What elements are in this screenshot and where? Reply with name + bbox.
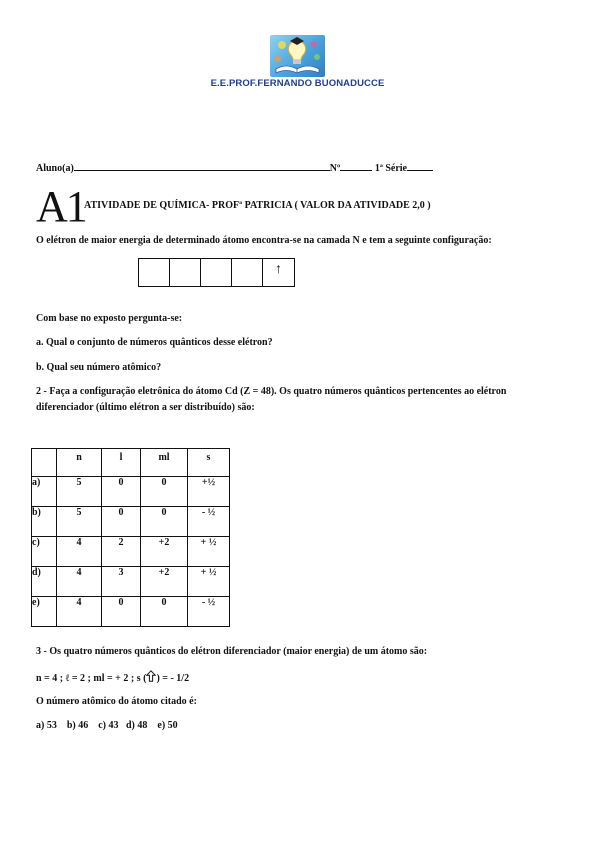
table-row	[32, 537, 230, 567]
question1-item-b: b. Qual seu número atômico?	[36, 362, 162, 373]
table-cell: 0	[102, 597, 141, 627]
table-cell: 0	[102, 507, 141, 537]
table-cell: 4	[57, 567, 102, 597]
student-name-label: Aluno(a)	[36, 163, 74, 174]
table-row	[32, 567, 230, 597]
question3-values-before: n = 4 ; ℓ = 2 ; ml = + 2 ; s (	[36, 673, 147, 684]
question3-question: O número atômico do átomo citado é:	[36, 696, 197, 707]
option-label: d)	[32, 567, 57, 597]
orbital-box-arrow: ↑	[275, 262, 282, 277]
table-cell: 4	[57, 537, 102, 567]
table-cell: - ½	[188, 597, 230, 627]
question1-item-a: a. Qual o conjunto de números quânticos desse elétron?	[36, 337, 273, 348]
table-header-cell	[32, 449, 57, 477]
question3-values-after: ) = - 1/2	[156, 673, 190, 684]
table-cell: 0	[141, 477, 188, 507]
orbital-boxes	[138, 258, 295, 287]
student-name-field[interactable]	[74, 161, 330, 171]
orbital-box	[139, 259, 170, 286]
table-header-cell: s	[188, 449, 230, 477]
quantum-numbers-table	[31, 448, 230, 627]
option-label: c)	[32, 537, 57, 567]
option-label: b)	[32, 507, 57, 537]
activity-code: A1	[36, 182, 86, 231]
grade-label: 1ª Série	[374, 163, 407, 174]
orbital-box	[232, 259, 263, 286]
school-name: E.E.PROF.FERNANDO BUONADUCCE	[210, 78, 385, 89]
question3-statement: 3 - Os quatro números quânticos do elétron diferenciador (maior energia) de um átomo são:	[36, 646, 428, 657]
number-label: Nº	[329, 163, 341, 174]
table-cell: +2	[141, 567, 188, 597]
student-info-line	[36, 161, 433, 174]
table-header-cell: n	[57, 449, 102, 477]
question2-statement-line2: diferenciador (último elétron a ser distribuído) são:	[36, 402, 255, 413]
orbital-box	[201, 259, 232, 286]
table-header-row	[32, 449, 230, 477]
table-cell: - ½	[188, 507, 230, 537]
table-header-cell: l	[102, 449, 141, 477]
activity-title: ATIVIDADE DE QUÍMICA- PROFª PATRICIA ( VALOR DA ATIVIDADE 2,0 )	[84, 200, 431, 211]
table-cell: 0	[141, 507, 188, 537]
table-cell: 0	[102, 477, 141, 507]
school-logo-icon	[270, 35, 325, 77]
table-header-cell: ml	[141, 449, 188, 477]
option-label: e)	[32, 597, 57, 627]
table-cell: + ½	[188, 537, 230, 567]
table-cell: 5	[57, 477, 102, 507]
question2-statement-line1: 2 - Faça a configuração eletrônica do átomo Cd (Z = 48). Os quatro números quânticos pertencentes ao elétron	[36, 386, 507, 397]
table-cell: 3	[102, 567, 141, 597]
question3-values	[36, 670, 189, 684]
question1-intro: Com base no exposto pergunta-se:	[36, 313, 183, 324]
table-cell: +½	[188, 477, 230, 507]
table-cell: + ½	[188, 567, 230, 597]
orbital-box	[170, 259, 201, 286]
number-field[interactable]	[340, 161, 372, 171]
table-row	[32, 597, 230, 627]
up-arrow-outline-icon	[146, 670, 156, 681]
question1-statement: O elétron de maior energia de determinado átomo encontra-se na camada N e tem a seguinte configuração:	[36, 235, 492, 246]
grade-field[interactable]	[407, 161, 433, 171]
table-cell: 0	[141, 597, 188, 627]
option-label: a)	[32, 477, 57, 507]
table-row	[32, 477, 230, 507]
table-cell: 4	[57, 597, 102, 627]
table-cell: 2	[102, 537, 141, 567]
table-cell: 5	[57, 507, 102, 537]
question3-options: a) 53 b) 46 c) 43 d) 48 e) 50	[36, 720, 178, 731]
table-cell: +2	[141, 537, 188, 567]
table-row	[32, 507, 230, 537]
